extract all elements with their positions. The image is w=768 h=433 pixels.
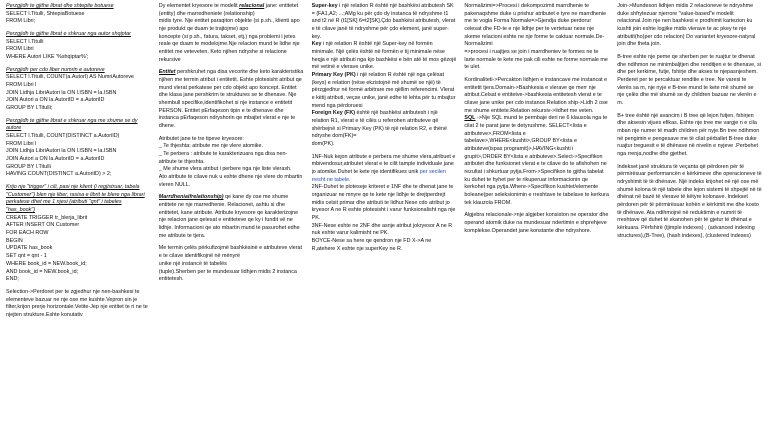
text-run: SELECT l.Titulli	[6, 38, 44, 45]
text-run: pershkruhet nga disa vecorite dhe keto karakteristika njihen me termin atribut i entitetit. Eshte plotesisht atribut qe mund vlerat perkatese per cdo objekt apo koncept. Entitet dhe klasa jane pershkrim te struktures se te dhenave. Nje shembull specifike,identifikohet si nje instance e entitetit PERSON. Entitet pErfaqeson tipin e te dhenave dhe instanca pErfaqeson ndryshorin qe mbajtet vlerat e nje te dhene.	[158, 69, 304, 130]
text-run: HAVING COUNT(DISTINCT a.AutoriID) > 2;	[6, 171, 112, 178]
text-run: Primary Key (PK)	[311, 72, 356, 79]
text-run: Algjebra relacionale->nje algjeber konsiston ne operator dhe operand atomik duke na mundesuar ndertimin e shprehjeve komplekse.Operandet jane konstante dhe ndryshore.	[464, 212, 609, 234]
text-line	[6, 39, 151, 47]
text-line	[159, 194, 304, 240]
text-run: Krijo nje "trigger" i cili, pasi nje klient (i regjistruar, tabela "Customer") blen nje liber, rasisa e librit te blere nga librari perkatese dhet me 1 njesi (atributi "qnt" i tabeles "has_book")	[6, 184, 145, 214]
text-line	[159, 261, 304, 269]
text-run: FOR EACH ROW	[6, 230, 49, 237]
text-run: 1NF-Nuk kejon atribute e perbera me shume vlera,atribuet e mbivendosur,atributet vlerat e te cilit tample individuale jane jo atomike.Duhet te kete nje identifikues unik	[311, 153, 456, 176]
text-run: Marrdheniaifrelationship)	[158, 194, 224, 201]
text-line	[312, 154, 457, 185]
text-line	[6, 184, 151, 215]
text-line	[6, 82, 151, 90]
text-run: i një relation R është një Super-key në formën minimale. Një çelës është në formën e tij minimale nëse heqja e një atributi nga kjo bashkësi e bën atë të mos gëzojë më vetinë e vlerave unike.	[311, 41, 457, 71]
text-run: BEGIN	[6, 237, 23, 244]
text-line	[6, 46, 151, 54]
text-run: Super-key	[311, 3, 338, 9]
text-run-emphasis: per secilen rresht ne tabele.	[311, 169, 446, 183]
text-line	[6, 105, 151, 113]
text-line	[159, 34, 304, 65]
text-run: Entitet	[158, 69, 176, 76]
text-run: GROUP BY l.Titulli	[6, 163, 51, 170]
text-line	[464, 3, 609, 49]
text-run: WHERE Autori LIKE '%shqiptar%';	[6, 54, 89, 61]
text-run: Perzgjidh te gjithe librat e shkruar nga autor shqiptar	[6, 31, 131, 38]
text-line	[159, 136, 304, 144]
text-line	[6, 133, 151, 141]
text-run: është një bashkësi atributesh i një relation R1, vlerat e të cilës u referohen atributeve që shërbejnë si Primary Key (PK) të një relation R2, e thënë ndryshe dom(FK)=	[311, 110, 448, 140]
text-line	[6, 90, 151, 98]
text-run: i një relation R është një bashkësi atributesh SK = {FA1,A2; ...;AMg ku për çdo dy instanca të ndryshme t1 and t2 në R (t1[SK] 6=t2[SK].Çdo bashkësi atributesh, vlerat e të cilave janë të ndryshme për çdo element, janë super-key.	[311, 3, 456, 40]
text-line	[6, 31, 151, 39]
text-run: _ Te thjeshta: atribute me nje vlere atomike.	[158, 143, 263, 150]
text-run: 2NF-Duhet te ploteseje kriteret e 1NF dhe te dhenat jane te organizuar ne mnyre qe te kete nje lidhje te drejtperdrejt midis celsit primar dhe atributi te lidhur.Nese cdo atribut jo kryesor A ne R eshte plotesisht i varur funksionalisht nga nje PK.	[311, 184, 456, 222]
text-run: jane: entitetet (entity) dhe marredheniete (relationship)	[158, 3, 299, 17]
text-line	[6, 74, 151, 82]
text-run: midis tyre. Nje entitet paraqiton objekte (si p.sh., klienti apo nje produkt qe duam te trajtojme) apo	[158, 18, 300, 33]
text-line	[6, 118, 151, 133]
text-run: (tuple).Sherben per te mundesuar lidhjen midis 2 instanca entitetesh.	[158, 268, 297, 283]
text-run: B-tree eshte nje peme qe sherben per te ruajtur te dhenat dhe ndihmon ne minimbaljtjen dhe renditjen e te dhenave, si dhe per kerkime, futje, fshirje dhe akses te njepasnjeshem. Perderet per te percaktuar renditie e tree. Ne varesi te vlerës sa m, nje nyje e B-tree mund te kete më shumë se nje çelës dhe më shumë se dy children bazuar ne vlerën e m.	[617, 54, 762, 107]
text-line	[312, 223, 457, 238]
text-run: _ Me shume vlera atribut i perbere nga nje liste vlerash.	[158, 166, 292, 173]
text-run: UPDATE has_book	[6, 245, 53, 252]
text-line	[464, 115, 609, 207]
text-line	[312, 238, 457, 253]
text-run: Dy elementet kryesore te modelit	[158, 3, 240, 9]
text-line	[159, 174, 304, 189]
text-run: FROM Libri;	[6, 18, 36, 25]
text-line	[312, 72, 457, 110]
text-run: END;	[6, 276, 19, 283]
text-line	[312, 3, 457, 41]
text-run: Perzgjidh te gjithe librat dhe shtepite botuese	[6, 3, 114, 9]
text-line	[6, 67, 151, 75]
text-run: GROUP BY l.Titulli;	[6, 105, 53, 112]
text-run: dom(PK).	[311, 141, 335, 148]
text-line	[6, 253, 151, 261]
text-run: Me termin çelës përkufizojmë bashkësinë e atributeve vlerat e te cilave identifikojnë në mënyrë	[158, 245, 303, 260]
text-run: FROM Libri	[6, 46, 34, 53]
text-run: Kordinaliteti->Percakton lidhjen e instancave me instancat e entitetit tjera.Domain->Bashkesia e vlerave qe merr nje atribut.Celsat e entitetve->bashkesia entitetesh vlerat e te cilave jane unike per cdo instance.Relation ship->Lidh 2 ose me shume entitete.Relation rekursiv->lidhet me veten.	[464, 77, 608, 114]
column-2	[159, 3, 304, 433]
text-line	[6, 141, 151, 149]
text-run: Perzgjidh per cdo liber numrin e autoreve	[6, 66, 105, 73]
text-line	[6, 289, 151, 320]
text-line	[464, 49, 609, 72]
column-5	[617, 3, 762, 433]
text-line	[6, 230, 151, 238]
text-line	[6, 148, 151, 156]
text-run: SQL	[464, 115, 476, 122]
text-run: SELECT l.Titulli, COUNT(a.AutorI) AS NumriAutoreve	[6, 74, 134, 81]
text-run: JOIN Lidhja LibriAutori la ON l.ISBN = la.ISBN	[6, 89, 117, 96]
text-line	[617, 113, 762, 159]
text-line	[159, 69, 304, 130]
text-line	[617, 164, 762, 241]
text-line	[6, 18, 151, 26]
text-line	[464, 212, 609, 235]
text-run: 3NF-Nese eshte ne 2NF dhe asnje atribut jokryesor A ne R nuk eshte varur kalimisht ne PK.	[311, 222, 453, 237]
text-line	[6, 269, 151, 277]
text-line	[6, 215, 151, 223]
text-line	[312, 110, 457, 141]
text-run: koncepte (si p.sh., fatura, takset, etj.) nga problemi i jetes reale qe duam te modelojme.Nje relacion mund te lidhe nje entitet me veteveten. Keto njihen ndryshe si relacione rekursive	[158, 33, 300, 63]
text-line	[6, 238, 151, 246]
text-line	[312, 41, 457, 72]
text-line	[6, 164, 151, 172]
text-run: Ato atribute te cilave nuk u eshte dhene nje vlere do mbartin vleren NULL.	[158, 174, 303, 188]
text-run: FROM Libri l	[6, 140, 37, 147]
text-line	[159, 3, 304, 18]
text-run: JOIN Autori a ON la.AutoriID = a.AutoriID	[6, 97, 105, 104]
text-run: SET qnt = qnt - 1	[6, 253, 47, 260]
text-line	[6, 156, 151, 164]
text-line	[159, 245, 304, 260]
text-run: AND book_id = NEW.book_id;	[6, 268, 79, 275]
text-run: BOYCE-Nese sa here qe qendron nje FD X->A ne R,atehere X eshte nje superKey ne R.	[311, 238, 432, 252]
text-run: Foreign Key (FK)	[311, 110, 356, 117]
text-line	[159, 18, 304, 33]
text-line	[6, 276, 151, 284]
text-run: Indekset janë struktura të veçanta që përdoren për të përmirësuar performancën e kërkimeve dhe operacioneve të ndryshimit të të dhënave. Një indeks krijohet në një ose më shumë kolona të një tabele dhe lejon sistemi të shpejtë në të dhënat në bazë të vlerave të këtyre kolonave. Indekset përdoren për të përmirësuar kohën e kërkimit me dhe kosto të dhënave. Ata ndihmojnë në reduktimin e numrit të rreshtave që duhet të skanohen për të gjetur të dhënat e kërkuara. Përfshirë (tjimple indexes) , (advanced indexing structures),(B-Tree), (hash indexes), (clustered indexes)	[617, 163, 762, 239]
text-line	[6, 54, 151, 62]
text-run: _ Te perbera : atribute te karakterizuara nga disa nen-atribute te thjeshta.	[158, 151, 288, 165]
column-4	[464, 3, 609, 433]
text-run: ->Nje SQL mund te permbaje deri ne 6 klausola nga te cilat 2 te parat jane te detyrushme. SELECT<lista e atributeve>,FROM<lista e tabelave>,WHERE<kushti>,GROUP BY<lista e atributeve(ispas programit)>,HAVING<kushti i grupit>,ORDER BY<lista e atributeve>.Select->Specifikon atributet dhe funksionet vlerat e te cilave do te afishohen ne rezultat i shkurtuar pytja.From->Specifikon te gjitha tabelat ku duhet te hyhet per te rikuperuar informacionin qe kerkohet nga pytja.Where->Specifikon kushtet/elemente boleane(per seleksionimin e rreshtave te tabelave te kerkura tek klauzola FROM.	[464, 115, 609, 206]
text-run: Atributet jane te tre tipeve kryesore:	[158, 135, 244, 142]
text-line	[6, 3, 151, 11]
text-run: Selection->Perdoret per te zgjedhur nje nen-bashkesi te elementeve bazuar ne nje ose me kushte.Vepron sin je filter,krijon prerje horizontale.Vetite-Jep nje entitet te ri ne te njejten strukture.Eshte konutativ	[6, 288, 148, 318]
text-run: FROM Libri l	[6, 82, 37, 89]
text-run: JOIN Lidhja LibriAutori la ON l.ISBN = la.ISBN	[6, 148, 117, 155]
text-line	[6, 11, 151, 19]
text-line	[617, 3, 762, 49]
text-run: SELECT l.Titulli, ShtepiaBotuese	[6, 10, 85, 17]
text-run: Perzgjidh te gjithe librat e shkruar nga me shume se dy autore	[6, 117, 138, 132]
text-run-emphasis: relacional	[239, 3, 265, 9]
text-line	[159, 151, 304, 166]
text-line	[6, 261, 151, 269]
text-run: unike një instancë të tabelës	[158, 260, 227, 267]
text-line	[159, 269, 304, 284]
text-run: qe kane dy ose me shume entitete ne nje marredhenie. Relacionet, ashtu si dhe entitetet, kane atribute. Atribute kryesore qe karakterizojne nje relacion jane qelesat e entiteteve qe ky i fundit vë ne lidhje. Informacioni qe ato mbartin mund te pasurohet edhe me atribute te tjera.	[158, 194, 300, 239]
text-run: AFTER INSERT ON Customer	[6, 222, 80, 229]
text-line	[6, 171, 151, 179]
text-line	[159, 166, 304, 174]
text-line	[159, 143, 304, 151]
column-1	[6, 3, 151, 433]
text-line	[617, 54, 762, 108]
text-run: Key	[311, 41, 322, 48]
text-line	[6, 245, 151, 253]
column-3	[312, 3, 457, 433]
text-line	[312, 141, 457, 149]
text-line	[6, 97, 151, 105]
text-line	[6, 222, 151, 230]
text-run: i një relation R është një nga çelësat (keys) e relation (nëse ekzistojnë më shumë se një) të përzgjedhur në formë arbitrare me qëllim referencimi. Vlerat e këtij atributi, veçse unike, janë edhe të lehta për tu mbajtur mend nga përdoruesi	[311, 72, 456, 109]
text-run: B+ tree është një avancim i B tree që lejon futjen, fshirjen dhe aksesin vijues efikas. Eshte nje tree me vargje n e cila mban nje numer të madh children për nyje.Bn tree ndihmon në pengimin e pengesave me të cilat përballet B-tree duke ruajtur treguesit e të dhënave në nivelin e nyjeve .Perbehet nga rrenja,nodhe dhe gjethet.	[617, 112, 760, 158]
text-run: Join->Mundeson lidhjen midis 2 relacioneve te ndryshme duke shfrytezuar njerrore "value-based"e modelit relacional.Join nje nen bashkesi e prodhimit kartezion ku kushti join eshte logjike midis vlerave te ac pkey te nje atributit(ho)per cdo relacion) Do variantet kryesore-natyral join dhe theta join.	[617, 3, 756, 48]
text-run: =>procesi i ruajtjes se join i marrdheniev te formes ne te larte normale te kete me pak cili eshte ne forme normale me te ulet.	[464, 49, 608, 71]
text-run: WHERE book_id = NEW.book_id;	[6, 260, 87, 267]
text-line	[312, 184, 457, 222]
text-line	[464, 77, 609, 115]
text-run: JOIN Autori a ON la.AutoriID = a.AutoriID	[6, 156, 105, 163]
text-run: SELECT l.Titulli, COUNT(DISTINCT a.AutoriID)	[6, 133, 120, 140]
text-run: Normalizimi=>Procesi i dekompozimit marrdhenie te pakenaqshme duke u prishur atributet e tyre ne marrdhenie me te vogla Forma Normale=>Gjendja duke perdorur celesat dhe FD-te e nje lidhje per te vertetuar nese nje skeme relacioni eshte ne nje forme te caktuar normale.De-Normalizimi	[464, 3, 607, 48]
text-run: CREATE TRIGGER tr_blerja_librit	[6, 214, 88, 221]
